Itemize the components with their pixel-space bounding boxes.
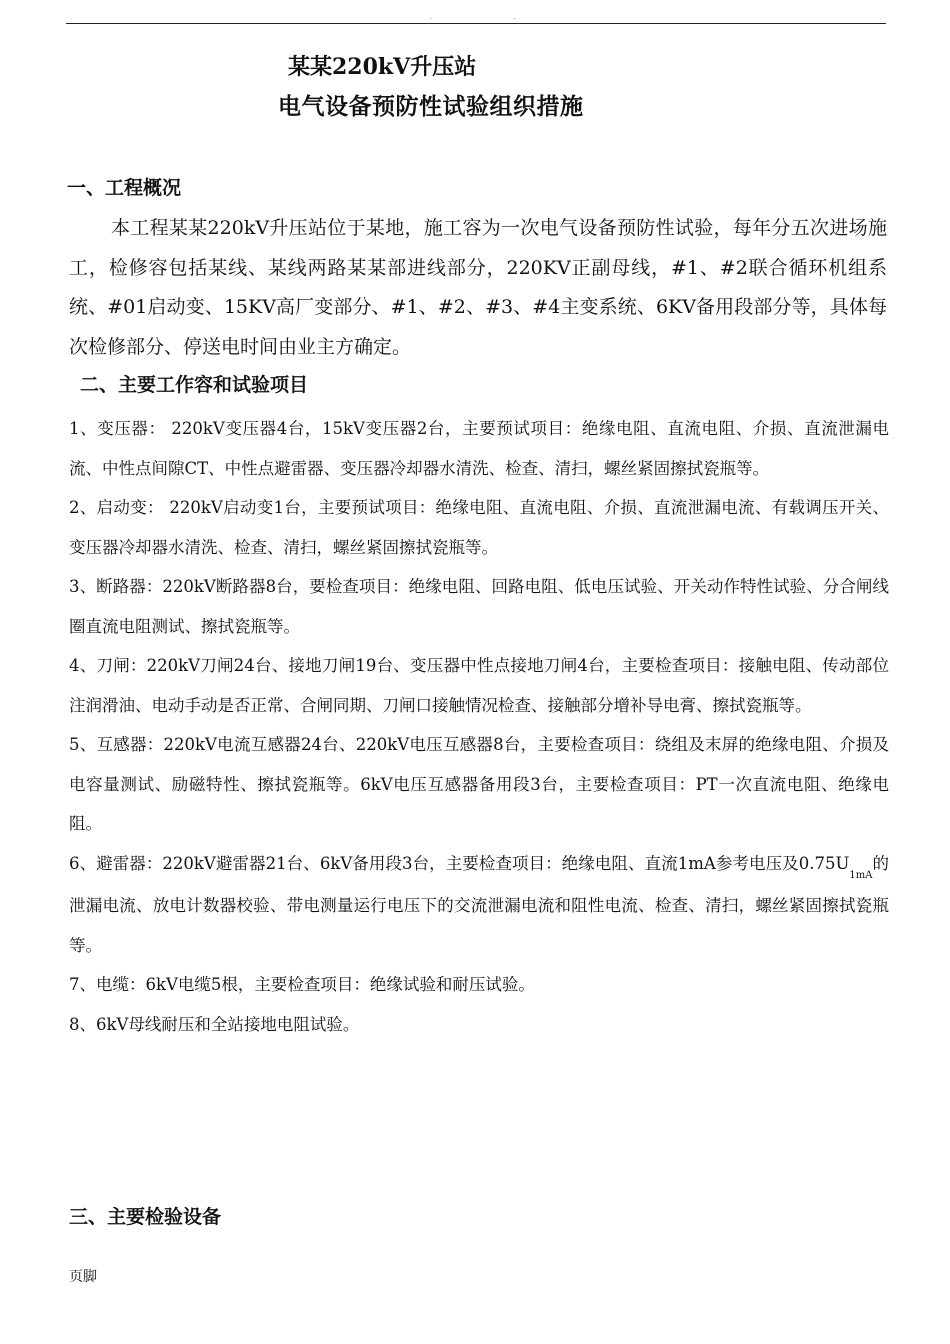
list-item-startup-transformer: 2、启动变： 220kV启动变1台，主要预试项目：绝缘电阻、直流电阻、介损、直流泄漏电流、有载调压开关、变压器冷却器水清洗、检查、清扫，螺丝紧固擦拭瓷瓶等。 (69, 498, 889, 557)
section-heading-overview: 一、工程概况 (67, 177, 182, 199)
overview-paragraph: 本工程某某220kV升压站位于某地，施工容为一次电气设备预防性试验，每年分五次进场施工，检修容包括某线、某线两路某某部进线部分，220KV正副母线，#1、#2联合循环机组系统、#01启动变、15KV高厂变部分、#1、#2、#3、#4主变系统、6KV备用段部分等，具体每次检修部分、停送电时间由业主方确定。 (69, 217, 887, 358)
header-mark: . (514, 14, 516, 21)
arrester-text-part1: 6、避雷器：220kV避雷器21台、6kV备用段3台，主要检查项目：绝缘电阻、直流1mA参考电压及0.75U (69, 853, 850, 873)
work-items-list (69, 409, 889, 1044)
arrester-subscript: 1mA (849, 869, 873, 881)
document-title-line2: 电气设备预防性试验组织措施 (278, 93, 584, 120)
header-rule (66, 23, 886, 24)
list-item-busbar-grounding: 8、6kV母线耐压和全站接地电阻试验。 (69, 1014, 360, 1034)
list-item-breaker: 3、断路器：220kV断路器8台，要检查项目：绝缘电阻、回路电阻、低电压试验、开关动作特性试验、分合闸线圈直流电阻测试、擦拭瓷瓶等。 (69, 577, 889, 636)
section-heading-work-items: 二、主要工作容和试验项目 (80, 374, 309, 396)
list-item-instrument-transformer: 5、互感器：220kV电流互感器24台、220kV电压互感器8台，主要检查项目：绕组及末屏的绝缘电阻、介损及电容量测试、励磁特性、擦拭瓷瓶等。6kV电压互感器备用段3台，主要检查项目：PT一次直流电阻、绝缘电阻。 (69, 735, 889, 833)
list-item-cable: 7、电缆：6kV电缆5根，主要检查项目：绝缘试验和耐压试验。 (69, 975, 535, 994)
document-title-line1: 某某220kV升压站 (288, 54, 477, 80)
page-footer: 页脚 (69, 1269, 97, 1285)
header-mark: . (430, 14, 432, 21)
list-item-arrester (69, 844, 889, 966)
section-heading-equipment: 三、主要检验设备 (69, 1206, 222, 1228)
arrester-text-part2: 的泄漏电流、放电计数器校验、带电测量运行电压下的交流泄漏电流和阻性电流、检查、清扫，螺丝紧固擦拭瓷瓶等。 (69, 853, 890, 955)
list-item-transformer: 1、变压器： 220kV变压器4台，15kV变压器2台，主要预试项目：绝缘电阻、直流电阻、介损、直流泄漏电流、中性点间隙CT、中性点避雷器、变压器冷却器水清洗、检查、清扫，螺丝紧固擦拭瓷瓶等。 (69, 419, 889, 478)
header-marks (430, 14, 530, 22)
list-item-disconnector: 4、刀闸：220kV刀闸24台、接地刀闸19台、变压器中性点接地刀闸4台，主要检查项目：接触电阻、传动部位注润滑油、电动手动是否正常、合闸同期、刀闸口接触情况检查、接触部分增补导电膏、擦拭瓷瓶等。 (69, 656, 889, 715)
